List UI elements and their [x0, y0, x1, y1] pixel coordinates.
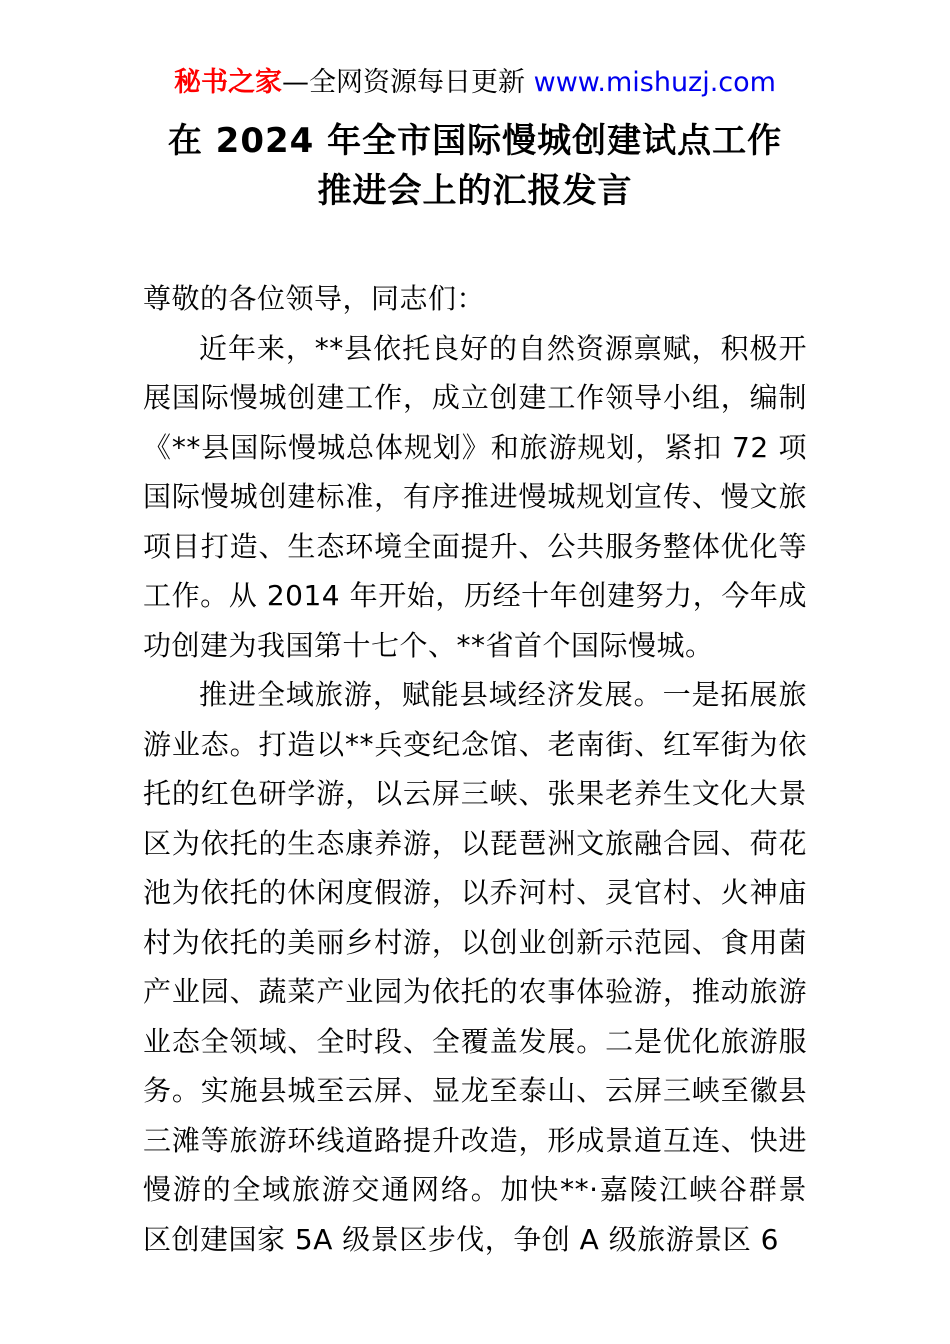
site-header	[143, 64, 807, 102]
title-line-2: 推进会上的汇报发言	[317, 171, 633, 211]
paragraph-1: 近年来，**县依托良好的自然资源禀赋，积极开展国际慢城创建工作，成立创建工作领导小组，编制《**县国际慢城总体规划》和旅游规划，紧扣 72 项国际慢城创建标准，有序推进慢城规划宣传、慢文旅项目打造、生态环境全面提升、公共服务整体优化等工作。从 2014 年开始，历经十年创建努力，今年成功创建为我国第十七个、**省首个国际慢城。	[143, 331, 807, 662]
document-title	[143, 116, 807, 216]
header-tagline: 全网资源每日更新	[309, 67, 534, 98]
header-separator: —	[282, 67, 310, 98]
brand-name: 秘书之家	[174, 67, 283, 98]
title-line-1: 在 2024 年全市国际慢城创建试点工作	[167, 121, 783, 161]
salutation-line: 尊敬的各位领导，同志们：	[143, 282, 486, 315]
site-url-link[interactable]: www.mishuzj.com	[533, 67, 776, 98]
paragraph-2: 推进全域旅游，赋能县域经济发展。一是拓展旅游业态。打造以**兵变纪念馆、老南街、红军街为依托的红色研学游，以云屏三峡、张果老养生文化大景区为依托的生态康养游，以琵琶洲文旅融合园、荷花池为依托的休闲度假游，以乔河村、灵官村、火神庙村为依托的美丽乡村游，以创业创新示范园、食用菌产业园、蔬菜产业园为依托的农事体验游，推动旅游业态全领域、全时段、全覆盖发展。二是优化旅游服务。实施县城至云屏、显龙至泰山、云屏三峡至徽县三滩等旅游环线道路提升改造，形成景道互连、快进慢游的全域旅游交通网络。加快**·嘉陵江峡谷群景区创建国家 5A 级景区步伐，争创 A 级旅游景区 6	[143, 678, 807, 1256]
document-body	[143, 274, 807, 1264]
